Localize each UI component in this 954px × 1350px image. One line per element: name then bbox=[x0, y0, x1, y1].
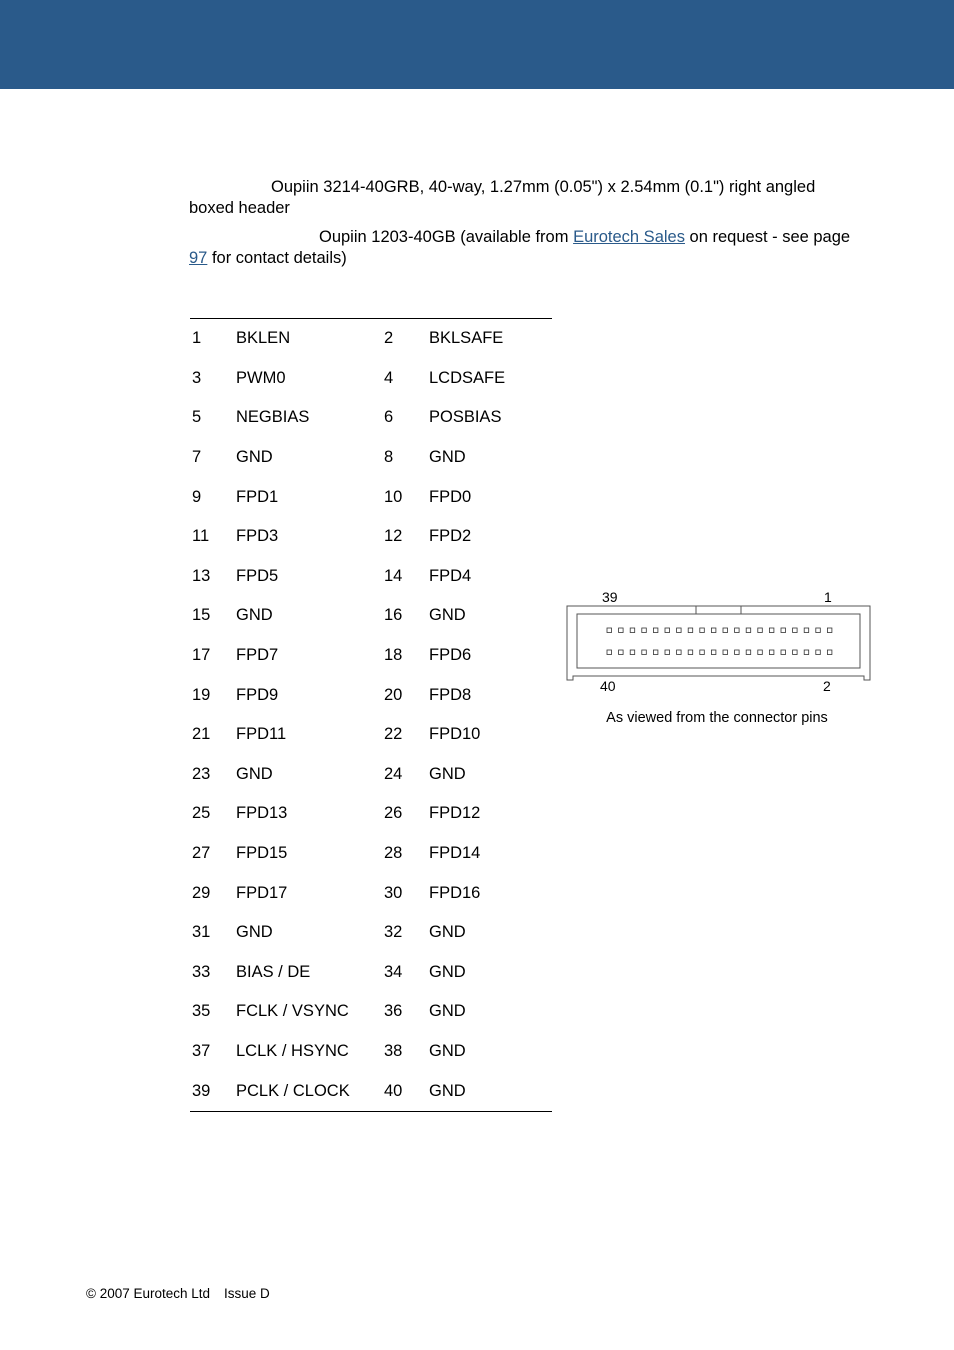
connector-diagram bbox=[562, 585, 878, 695]
connector-pin-even bbox=[688, 650, 693, 655]
pin-number: 32 bbox=[384, 923, 403, 942]
connector-pin-even bbox=[793, 650, 798, 655]
connector-pin-odd bbox=[816, 628, 821, 633]
pin-number: 34 bbox=[384, 962, 403, 981]
connector-pin-odd bbox=[630, 628, 635, 633]
connector-pin-even bbox=[804, 650, 809, 655]
pin-number: 1 bbox=[190, 319, 236, 359]
signal-name: POSBIAS bbox=[429, 408, 502, 427]
connector-pin-odd bbox=[793, 628, 798, 633]
connector-pin-even bbox=[781, 650, 786, 655]
connector-pin-odd bbox=[665, 628, 670, 633]
pinout-row bbox=[190, 517, 552, 557]
connector-pin-odd bbox=[723, 628, 728, 633]
connector-pin-odd bbox=[711, 628, 716, 633]
signal-name: BIAS / DE bbox=[236, 962, 311, 981]
signal-name: GND bbox=[236, 448, 273, 467]
pin-number: 28 bbox=[384, 844, 403, 863]
header-band bbox=[0, 0, 954, 89]
connector-pin-even bbox=[619, 650, 624, 655]
signal-name: GND bbox=[236, 606, 273, 625]
signal-name: FPD11 bbox=[236, 725, 287, 744]
connector-pin-even bbox=[827, 650, 832, 655]
pin-number: 35 bbox=[192, 1002, 211, 1021]
pin-number: 25 bbox=[192, 804, 211, 823]
pin-number: 21 bbox=[192, 725, 211, 744]
pin-number: 17 bbox=[192, 646, 211, 665]
signal-name: FPD14 bbox=[429, 844, 481, 863]
connector-pin-even bbox=[665, 650, 670, 655]
pinout-row bbox=[190, 992, 552, 1032]
pin-number: 20 bbox=[384, 685, 403, 704]
signal-name: GND bbox=[429, 1071, 552, 1111]
connector-label-1: 1 bbox=[824, 589, 832, 605]
pin-number: 36 bbox=[384, 1002, 403, 1021]
pin-number: 33 bbox=[192, 962, 211, 981]
pin-number: 15 bbox=[192, 606, 211, 625]
pin-number: 11 bbox=[192, 527, 210, 546]
eurotech-sales-link[interactable]: Eurotech Sales bbox=[573, 228, 685, 246]
pin-number: 10 bbox=[384, 487, 403, 506]
connector-label-39: 39 bbox=[602, 589, 618, 605]
connector-key-notch bbox=[696, 606, 741, 614]
pin-number: 12 bbox=[384, 527, 403, 546]
signal-name: FPD7 bbox=[236, 646, 279, 665]
pinout-row bbox=[190, 319, 552, 359]
connector-pin-even bbox=[816, 650, 821, 655]
pin-number: 27 bbox=[192, 844, 211, 863]
signal-name: FPD5 bbox=[236, 566, 279, 585]
signal-name: FPD17 bbox=[236, 883, 288, 902]
pinout-row bbox=[190, 477, 552, 517]
signal-name: FPD15 bbox=[236, 844, 288, 863]
signal-name: FPD12 bbox=[429, 804, 481, 823]
connector-pin-even bbox=[723, 650, 728, 655]
connector-type-text: Oupiin 3214-40GRB, 40-way, 1.27mm (0.05") x 2.54mm (0.1") right angled boxed header bbox=[189, 178, 816, 217]
signal-name: FPD4 bbox=[429, 566, 472, 585]
pin-number: 24 bbox=[384, 764, 403, 783]
signal-name: GND bbox=[429, 448, 466, 467]
connector-pin-odd bbox=[735, 628, 740, 633]
signal-name: FPD0 bbox=[429, 487, 472, 506]
pinout-row bbox=[190, 675, 552, 715]
signal-name: BKLEN bbox=[236, 319, 383, 359]
connector-pin-odd bbox=[746, 628, 751, 633]
signal-name: GND bbox=[429, 606, 466, 625]
pin-number: 3 bbox=[192, 368, 202, 387]
page-reference-link[interactable]: 97 bbox=[189, 249, 208, 267]
connector-label-2: 2 bbox=[823, 678, 831, 694]
signal-name: FPD16 bbox=[429, 883, 481, 902]
mating-connector-text-middle: on request - see page bbox=[684, 228, 851, 246]
pinout-row bbox=[190, 834, 552, 874]
mating-connector-text-after: for contact details) bbox=[207, 249, 347, 267]
page-footer bbox=[86, 1286, 270, 1301]
pinout-row bbox=[190, 873, 552, 913]
connector-outer-housing bbox=[567, 606, 870, 680]
footer-issue: Issue D bbox=[224, 1286, 270, 1301]
mating-connector-text: Oupiin 1203-40GB (available from bbox=[319, 228, 574, 246]
pinout-row bbox=[190, 715, 552, 755]
pin-number: 40 bbox=[383, 1071, 429, 1111]
signal-name: PCLK / CLOCK bbox=[236, 1071, 383, 1111]
connector-inner-frame bbox=[577, 614, 860, 668]
signal-name: FPD9 bbox=[236, 685, 279, 704]
pin-number: 38 bbox=[384, 1041, 403, 1060]
pin-number: 4 bbox=[384, 368, 394, 387]
signal-name: LCDSAFE bbox=[429, 368, 506, 387]
pinout-row bbox=[190, 636, 552, 676]
connector-pin-even bbox=[711, 650, 716, 655]
connector-pin-even bbox=[746, 650, 751, 655]
mating-connector-paragraph bbox=[189, 227, 857, 269]
connector-pins bbox=[607, 628, 832, 655]
connector-pin-odd bbox=[607, 628, 612, 633]
connector-pin-odd bbox=[827, 628, 832, 633]
pinout-row bbox=[190, 438, 552, 478]
pin-number: 22 bbox=[384, 725, 403, 744]
signal-name: GND bbox=[429, 923, 466, 942]
signal-name: FPD6 bbox=[429, 646, 472, 665]
pinout-row bbox=[190, 953, 552, 993]
connector-pin-even bbox=[607, 650, 612, 655]
pin-number: 14 bbox=[384, 566, 403, 585]
signal-name: FPD3 bbox=[236, 527, 279, 546]
footer-copyright: © 2007 Eurotech Ltd bbox=[86, 1286, 211, 1301]
connector-pin-odd bbox=[758, 628, 763, 633]
signal-name: FPD1 bbox=[236, 487, 279, 506]
signal-name: FCLK / VSYNC bbox=[236, 1002, 349, 1021]
pin-number: 39 bbox=[190, 1071, 236, 1111]
connector-pin-even bbox=[642, 650, 647, 655]
signal-name: GND bbox=[236, 764, 273, 783]
signal-name: BKLSAFE bbox=[429, 319, 552, 359]
pin-number: 5 bbox=[192, 408, 202, 427]
pinout-row bbox=[190, 596, 552, 636]
pinout-row bbox=[190, 755, 552, 795]
connector-pin-odd bbox=[804, 628, 809, 633]
signal-name: NEGBIAS bbox=[236, 408, 310, 427]
connector-caption: As viewed from the connector pins bbox=[606, 710, 828, 726]
connector-pin-odd bbox=[781, 628, 786, 633]
signal-name: GND bbox=[429, 1002, 466, 1021]
connector-pin-odd bbox=[653, 628, 658, 633]
signal-name: PWM0 bbox=[236, 368, 286, 387]
pin-number: 19 bbox=[192, 685, 211, 704]
connector-pin-even bbox=[735, 650, 740, 655]
pin-number: 16 bbox=[384, 606, 403, 625]
pin-number: 26 bbox=[384, 804, 403, 823]
connector-type-paragraph bbox=[189, 177, 857, 219]
connector-pin-even bbox=[758, 650, 763, 655]
pin-number: 7 bbox=[192, 448, 202, 467]
pin-number: 9 bbox=[192, 487, 202, 506]
connector-pin-even bbox=[653, 650, 658, 655]
pin-number: 29 bbox=[192, 883, 211, 902]
signal-name: FPD2 bbox=[429, 527, 472, 546]
signal-name: GND bbox=[429, 764, 466, 783]
pin-number: 31 bbox=[192, 923, 211, 942]
pin-number: 8 bbox=[384, 448, 394, 467]
pin-number: 30 bbox=[384, 883, 403, 902]
signal-name: GND bbox=[429, 962, 466, 981]
connector-pin-odd bbox=[619, 628, 624, 633]
connector-pin-odd bbox=[700, 628, 705, 633]
pinout-row bbox=[190, 913, 552, 953]
signal-name: FPD13 bbox=[236, 804, 288, 823]
pinout-row bbox=[190, 1071, 552, 1111]
pinout-row bbox=[190, 1032, 552, 1072]
pinout-row bbox=[190, 398, 552, 438]
pinout-table bbox=[190, 318, 552, 1112]
pin-number: 2 bbox=[383, 319, 429, 359]
pin-number: 6 bbox=[384, 408, 394, 427]
pinout-row bbox=[190, 359, 552, 399]
signal-name: FPD10 bbox=[429, 725, 481, 744]
connector-pin-even bbox=[700, 650, 705, 655]
pin-number: 13 bbox=[192, 566, 211, 585]
connector-pin-even bbox=[630, 650, 635, 655]
pin-number: 18 bbox=[384, 646, 403, 665]
pin-number: 37 bbox=[192, 1041, 211, 1060]
signal-name: FPD8 bbox=[429, 685, 472, 704]
connector-pin-odd bbox=[677, 628, 682, 633]
connector-pin-odd bbox=[688, 628, 693, 633]
signal-name: GND bbox=[236, 923, 273, 942]
pin-number: 23 bbox=[192, 764, 211, 783]
connector-label-40: 40 bbox=[600, 678, 616, 694]
pinout-row bbox=[190, 794, 552, 834]
connector-pin-odd bbox=[769, 628, 774, 633]
pinout-row bbox=[190, 557, 552, 597]
signal-name: GND bbox=[429, 1041, 466, 1060]
connector-pin-even bbox=[769, 650, 774, 655]
connector-pin-even bbox=[677, 650, 682, 655]
signal-name: LCLK / HSYNC bbox=[236, 1041, 349, 1060]
connector-pin-odd bbox=[642, 628, 647, 633]
